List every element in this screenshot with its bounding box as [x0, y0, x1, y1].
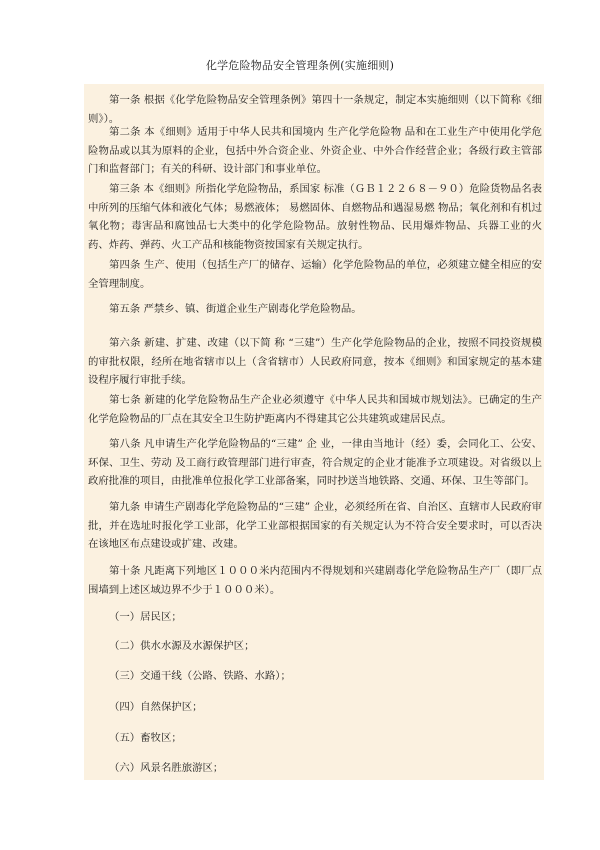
list-item-nature-reserve: （四）自然保护区；	[109, 701, 203, 713]
article-7: 第七条 新建的化学危险物品生产企业必须遵守《中华人民共和国城市规划法》。已确定的生产化学危险物品的厂点在其安全卫生防护距离内不得建其它公共建筑或建居民点。	[88, 394, 542, 425]
article-10: 第十条 凡距离下列地区１０００米内范围内不得规划和兴建剧毒化学危险物品生产厂（即厂点围墙到上述区域边界不少于１０００米）。	[88, 565, 542, 596]
article-6: 第六条 新建、扩建、改建（以下简 称 “三建”）生产化学危险物品的企业，按照不同投资规模的审批权限，经所在地省辖市以上（含省辖市）人民政府同意，按本《细则》和国家规定的基本建设程序履行审批手续。	[88, 337, 542, 386]
article-9: 第九条 申请生产剧毒化学危险物品的“三建” 企业，必须经所在省、自治区、直辖市人民政府审批，并在选址时报化学工业部，化学工业部根据国家的有关规定认为不符合安全要求时，可以否决在该地区布点建设或扩建、改建。	[88, 501, 542, 550]
list-item-scenic-area: （六）风景名胜旅游区；	[109, 762, 224, 774]
list-item-water-source: （二）供水水源及水源保护区；	[109, 640, 255, 652]
article-8: 第八条 凡申请生产化学危险物品的“三建” 企 业，一律由当地计（经）委，会同化工、公安、环保、卫生、劳动 及工商行政管理部门进行审查，符合规定的企业才能准予立项建设。对省级以上政府批准的项目，由批准单位报化学工业部备案，同时抄送当地铁路、交通、环保、卫生等部门。	[88, 438, 542, 487]
article-2: 第二条 本《细则》适用于中华人民共和国境内 生产化学危险物 品和在工业生产中使用化学危险物品或以其为原料的企业，包括中外合资企业、外资企业、中外合作经营企业；各级行政主管部门和监督部门；有关的科研、设计部门和事业单位。	[88, 126, 542, 175]
article-1: 第一条 根据《化学危险物品安全管理条例》第四十一条规定，制定本实施细则（以下简称《细则》）。	[88, 94, 542, 125]
article-4: 第四条 生产、使用（包括生产厂的储存、运输）化学危险物品的单位，必须建立健全相应的安全管理制度。	[88, 259, 542, 290]
article-3: 第三条 本《细则》所指化学危险物品，系国家 标准（ＧＢ１２２６８－９０）危险货物品名表中所列的压缩气体和液化气体；易燃液体； 易燃固体、自燃物品和遇湿易燃 物品；氧化剂和有机过氧化物；毒害品和腐蚀品七大类中的化学危险物品。放射性物品、民用爆炸物品、兵器工业的火药、炸药、弹药、火工产品和核能物资按国家有关规定执行。	[88, 183, 542, 251]
list-item-transport: （三）交通干线（公路、铁路、水路）；	[109, 670, 291, 682]
list-item-pasture: （五）畜牧区；	[109, 732, 182, 744]
article-5: 第五条 严禁乡、镇、街道企业生产剧毒化学危险物品。	[109, 303, 362, 315]
document-title: 化学危险物品安全管理条例(实施细则)	[205, 59, 395, 72]
list-item-residential: （一）居民区；	[109, 611, 182, 623]
